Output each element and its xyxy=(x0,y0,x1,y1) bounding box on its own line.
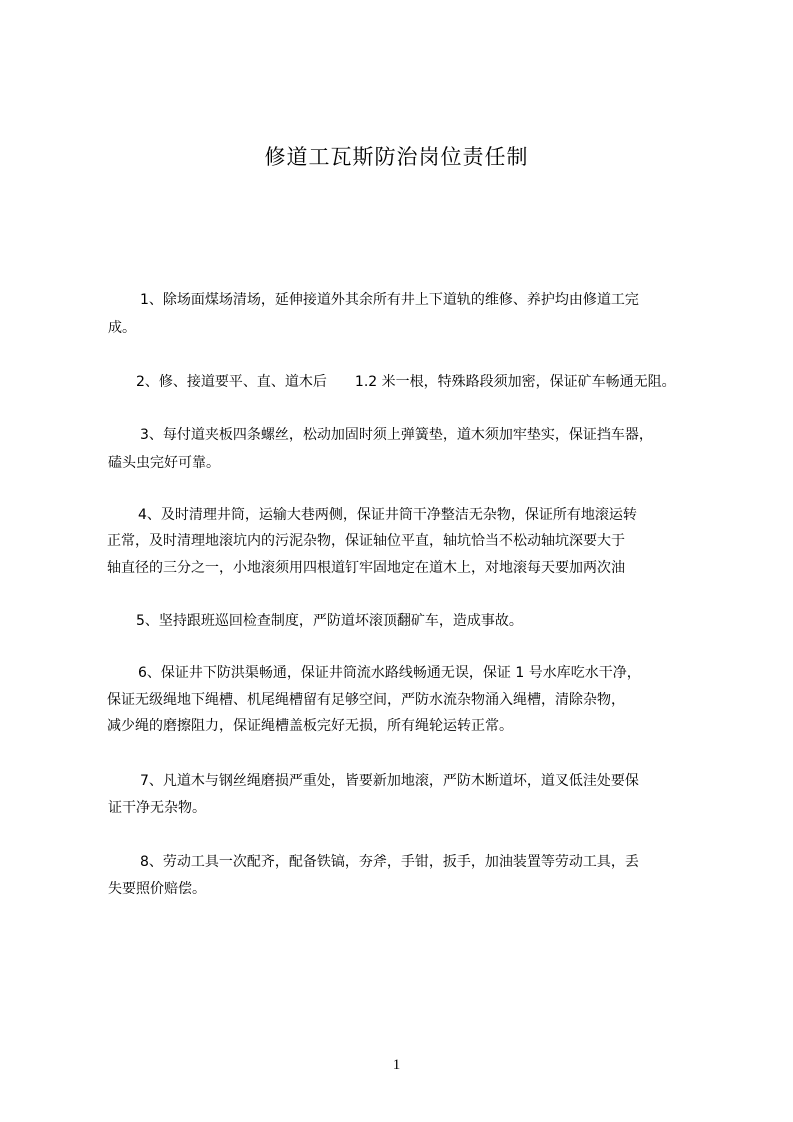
item-7-line-2: 证干净无杂物。 xyxy=(108,800,206,816)
item-4-line-1: 4、及时清理井筒，运输大巷两侧，保证井筒干净整洁无杂物，保证所有地滚运转 xyxy=(138,507,637,523)
item-8-line-1: 8、劳动工具一次配齐，配备铁镐，夯斧，手钳，扳手，加油装置等劳动工具，丢 xyxy=(140,854,639,870)
item-5-line-1: 5、坚持跟班巡回检查制度，严防道坏滚顶翻矿车，造成事故。 xyxy=(136,613,523,629)
item-2-line-1: 2、修、接道要平、直、道木后 1.2 米一根，特殊路段须加密，保证矿车畅通无阻。 xyxy=(136,374,676,390)
item-4-line-2: 正常，及时清理地滚坑内的污泥杂物，保证轴位平直，轴坑恰当不松动轴坑深要大于 xyxy=(107,533,625,549)
item-4-line-3: 轴直径的三分之一，小地滚须用四根道钉牢固地定在道木上，对地滚每天要加两次油 xyxy=(107,560,625,576)
item-3-line-1: 3、每付道夹板四条螺丝，松动加固时须上弹簧垫，道木须加牢垫实，保证挡车器， xyxy=(140,427,653,443)
item-1-line-1: 1、除场面煤场清场，延伸接道外其余所有井上下道轨的维修、养护均由修道工完 xyxy=(140,292,639,308)
item-1-line-2: 成。 xyxy=(108,320,136,336)
item-3-line-2: 磕头虫完好可靠。 xyxy=(108,455,220,471)
item-6-line-3: 减少绳的磨擦阻力，保证绳槽盖板完好无损，所有绳轮运转正常。 xyxy=(107,718,513,734)
item-7-line-1: 7、凡道木与钢丝绳磨损严重处，皆要新加地滚，严防木断道坏，道叉低洼处要保 xyxy=(140,773,639,789)
page-number: 1 xyxy=(392,1057,401,1073)
item-6-line-1: 6、保证井下防洪渠畅通，保证井筒流水路线畅通无误，保证 1 号水库吃水干净， xyxy=(138,665,641,681)
item-8-line-2: 失要照价赔偿。 xyxy=(108,881,206,897)
document-title: 修道工瓦斯防治岗位责任制 xyxy=(264,145,529,169)
item-6-line-2: 保证无级绳地下绳槽、机尾绳槽留有足够空间，严防水流杂物涌入绳槽，清除杂物， xyxy=(107,692,625,708)
